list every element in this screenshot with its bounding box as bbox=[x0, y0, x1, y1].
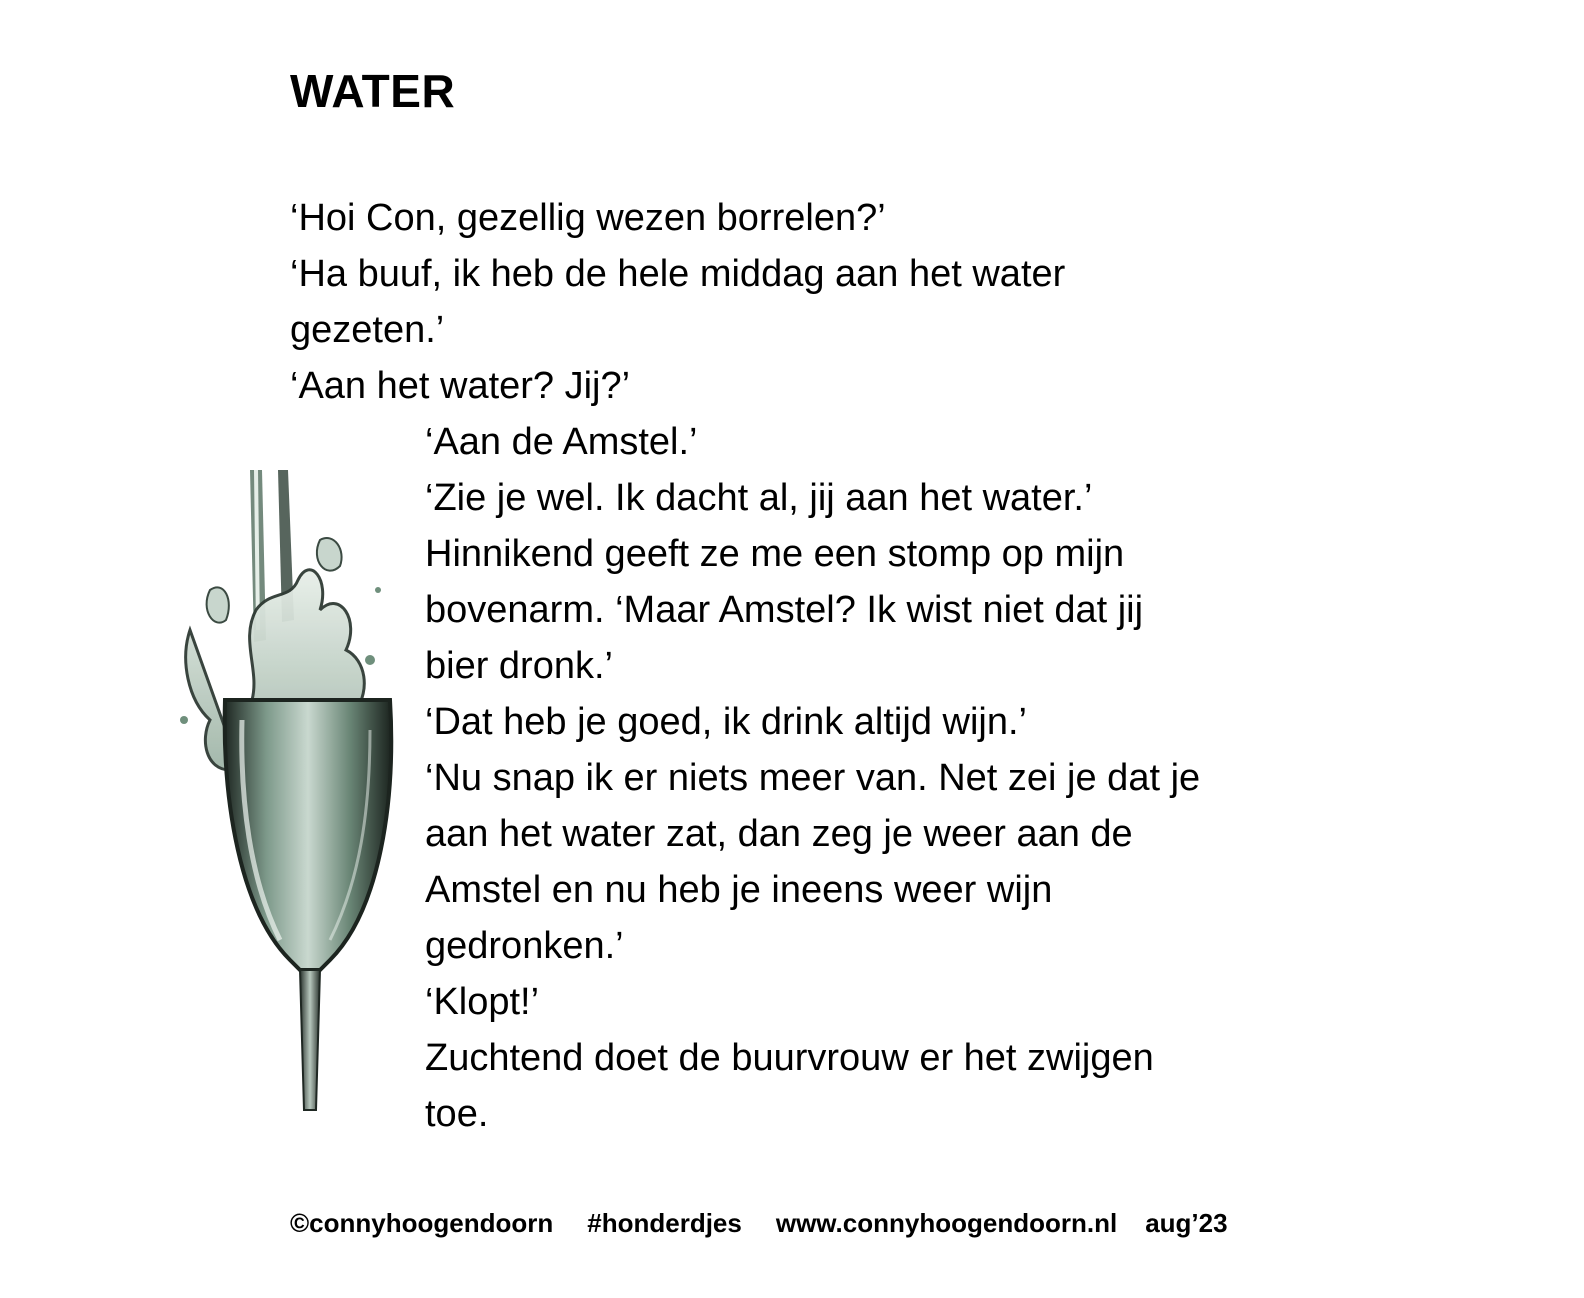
poem-line: ‘Nu snap ik er niets meer van. Net zei je dat je bbox=[425, 757, 1201, 799]
poem-line: gedronken.’ bbox=[425, 925, 624, 967]
poem-line: ‘Hoi Con, gezellig wezen borrelen?’ bbox=[290, 197, 886, 239]
footer-hashtag: #honderdjes bbox=[587, 1208, 742, 1238]
poem-line: gezeten.’ bbox=[290, 309, 445, 351]
footer-website[interactable]: www.connyhoogendoorn.nl bbox=[775, 1208, 1118, 1238]
poem-line: ‘Klopt!’ bbox=[425, 981, 540, 1023]
poem-line: ‘Dat heb je goed, ik drink altijd wijn.’ bbox=[425, 701, 1027, 743]
footer-date: aug’23 bbox=[1145, 1208, 1228, 1238]
poem-line: ‘Aan de Amstel.’ bbox=[425, 421, 698, 463]
footer bbox=[290, 1208, 1228, 1239]
poem-line: ‘Zie je wel. Ik dacht al, jij aan het water.’ bbox=[425, 477, 1093, 519]
poem-line: Zuchtend doet de buurvrouw er het zwijgen bbox=[425, 1037, 1154, 1079]
poem-line: bovenarm. ‘Maar Amstel? Ik wist niet dat jij bbox=[425, 589, 1144, 631]
poem-line: Amstel en nu heb je ineens weer wijn bbox=[425, 869, 1053, 911]
wine-glass-splash-icon bbox=[170, 470, 410, 1130]
poem-line: toe. bbox=[425, 1093, 489, 1135]
footer-author: ©connyhoogendoorn bbox=[290, 1208, 554, 1238]
poem-title: WATER bbox=[290, 65, 456, 117]
poem-line: aan het water zat, dan zeg je weer aan de bbox=[425, 813, 1133, 855]
poem-line: ‘Ha buuf, ik heb de hele middag aan het water bbox=[290, 253, 1066, 295]
poem-line: bier dronk.’ bbox=[425, 645, 613, 687]
poem-line: ‘Aan het water? Jij?’ bbox=[290, 365, 631, 407]
poem-line: Hinnikend geeft ze me een stomp op mijn bbox=[425, 533, 1125, 575]
